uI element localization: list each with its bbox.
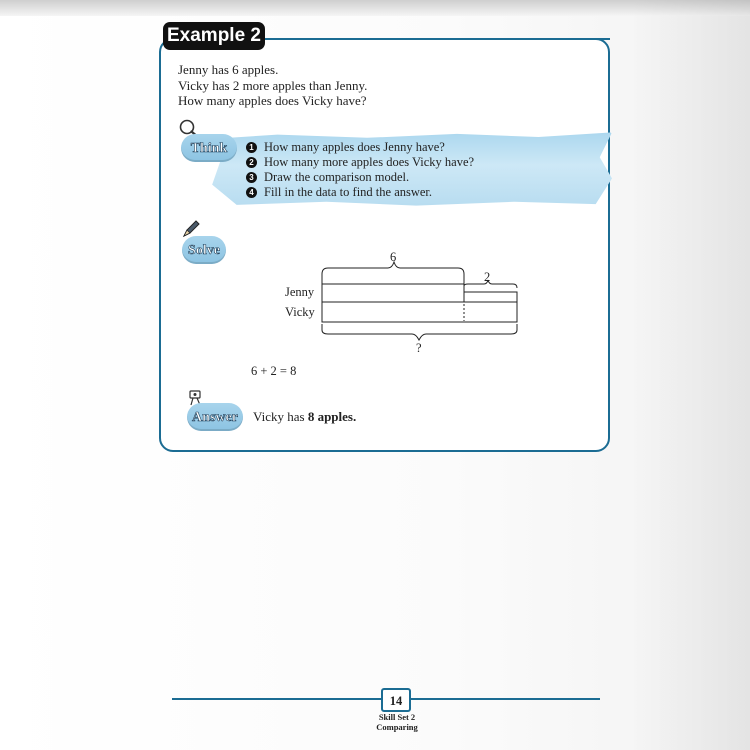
step-text: How many more apples does Vicky have? — [264, 155, 475, 169]
step-number-badge: 4 — [246, 187, 257, 198]
step-text: How many apples does Jenny have? — [264, 140, 445, 154]
solve-label: Solve — [182, 236, 226, 264]
solution-equation: 6 + 2 = 8 — [251, 364, 297, 378]
think-step — [246, 140, 474, 155]
jenny-brace — [322, 262, 464, 284]
vicky-bar — [322, 302, 517, 322]
think-step — [246, 185, 474, 200]
think-label: Think — [181, 134, 237, 162]
answer-statement: Vicky has 8 apples. — [253, 409, 357, 424]
footer-caption — [342, 712, 452, 732]
answer-label: Answer — [187, 403, 243, 431]
think-step — [246, 170, 474, 185]
vicky-brace — [322, 324, 517, 340]
step-text: Draw the comparison model. — [264, 170, 410, 184]
jenny-value: 6 — [390, 250, 397, 264]
comparison-model-drawing — [280, 248, 540, 358]
problem-line: How many apples does Vicky have? — [178, 93, 367, 108]
step-number-badge: 2 — [246, 157, 257, 168]
think-step — [246, 155, 474, 170]
difference-brace — [464, 280, 517, 288]
footer-topic: Comparing — [376, 722, 418, 732]
example-title: Example 2 — [163, 22, 265, 50]
page-number: 14 — [381, 688, 411, 712]
problem-line: Vicky has 2 more apples than Jenny. — [178, 77, 368, 93]
problem-statement — [178, 62, 367, 109]
comparison-model — [280, 248, 540, 358]
problem-line: Jenny has 6 apples. — [178, 62, 279, 77]
jenny-label: Jenny — [285, 285, 315, 299]
footer-section: Skill Set 2 — [378, 712, 416, 722]
example-frame-top-line — [265, 38, 610, 40]
unknown-value: ? — [416, 341, 422, 355]
step-number-badge: 3 — [246, 172, 257, 183]
step-text: Fill in the data to find the answer. — [264, 185, 433, 199]
page-right-shadow — [630, 0, 750, 750]
difference-box — [464, 292, 517, 302]
jenny-bar — [322, 284, 464, 302]
vicky-label: Vicky — [285, 305, 315, 319]
difference-value: 2 — [484, 270, 491, 284]
think-steps — [246, 140, 474, 200]
step-number-badge: 1 — [246, 142, 257, 153]
